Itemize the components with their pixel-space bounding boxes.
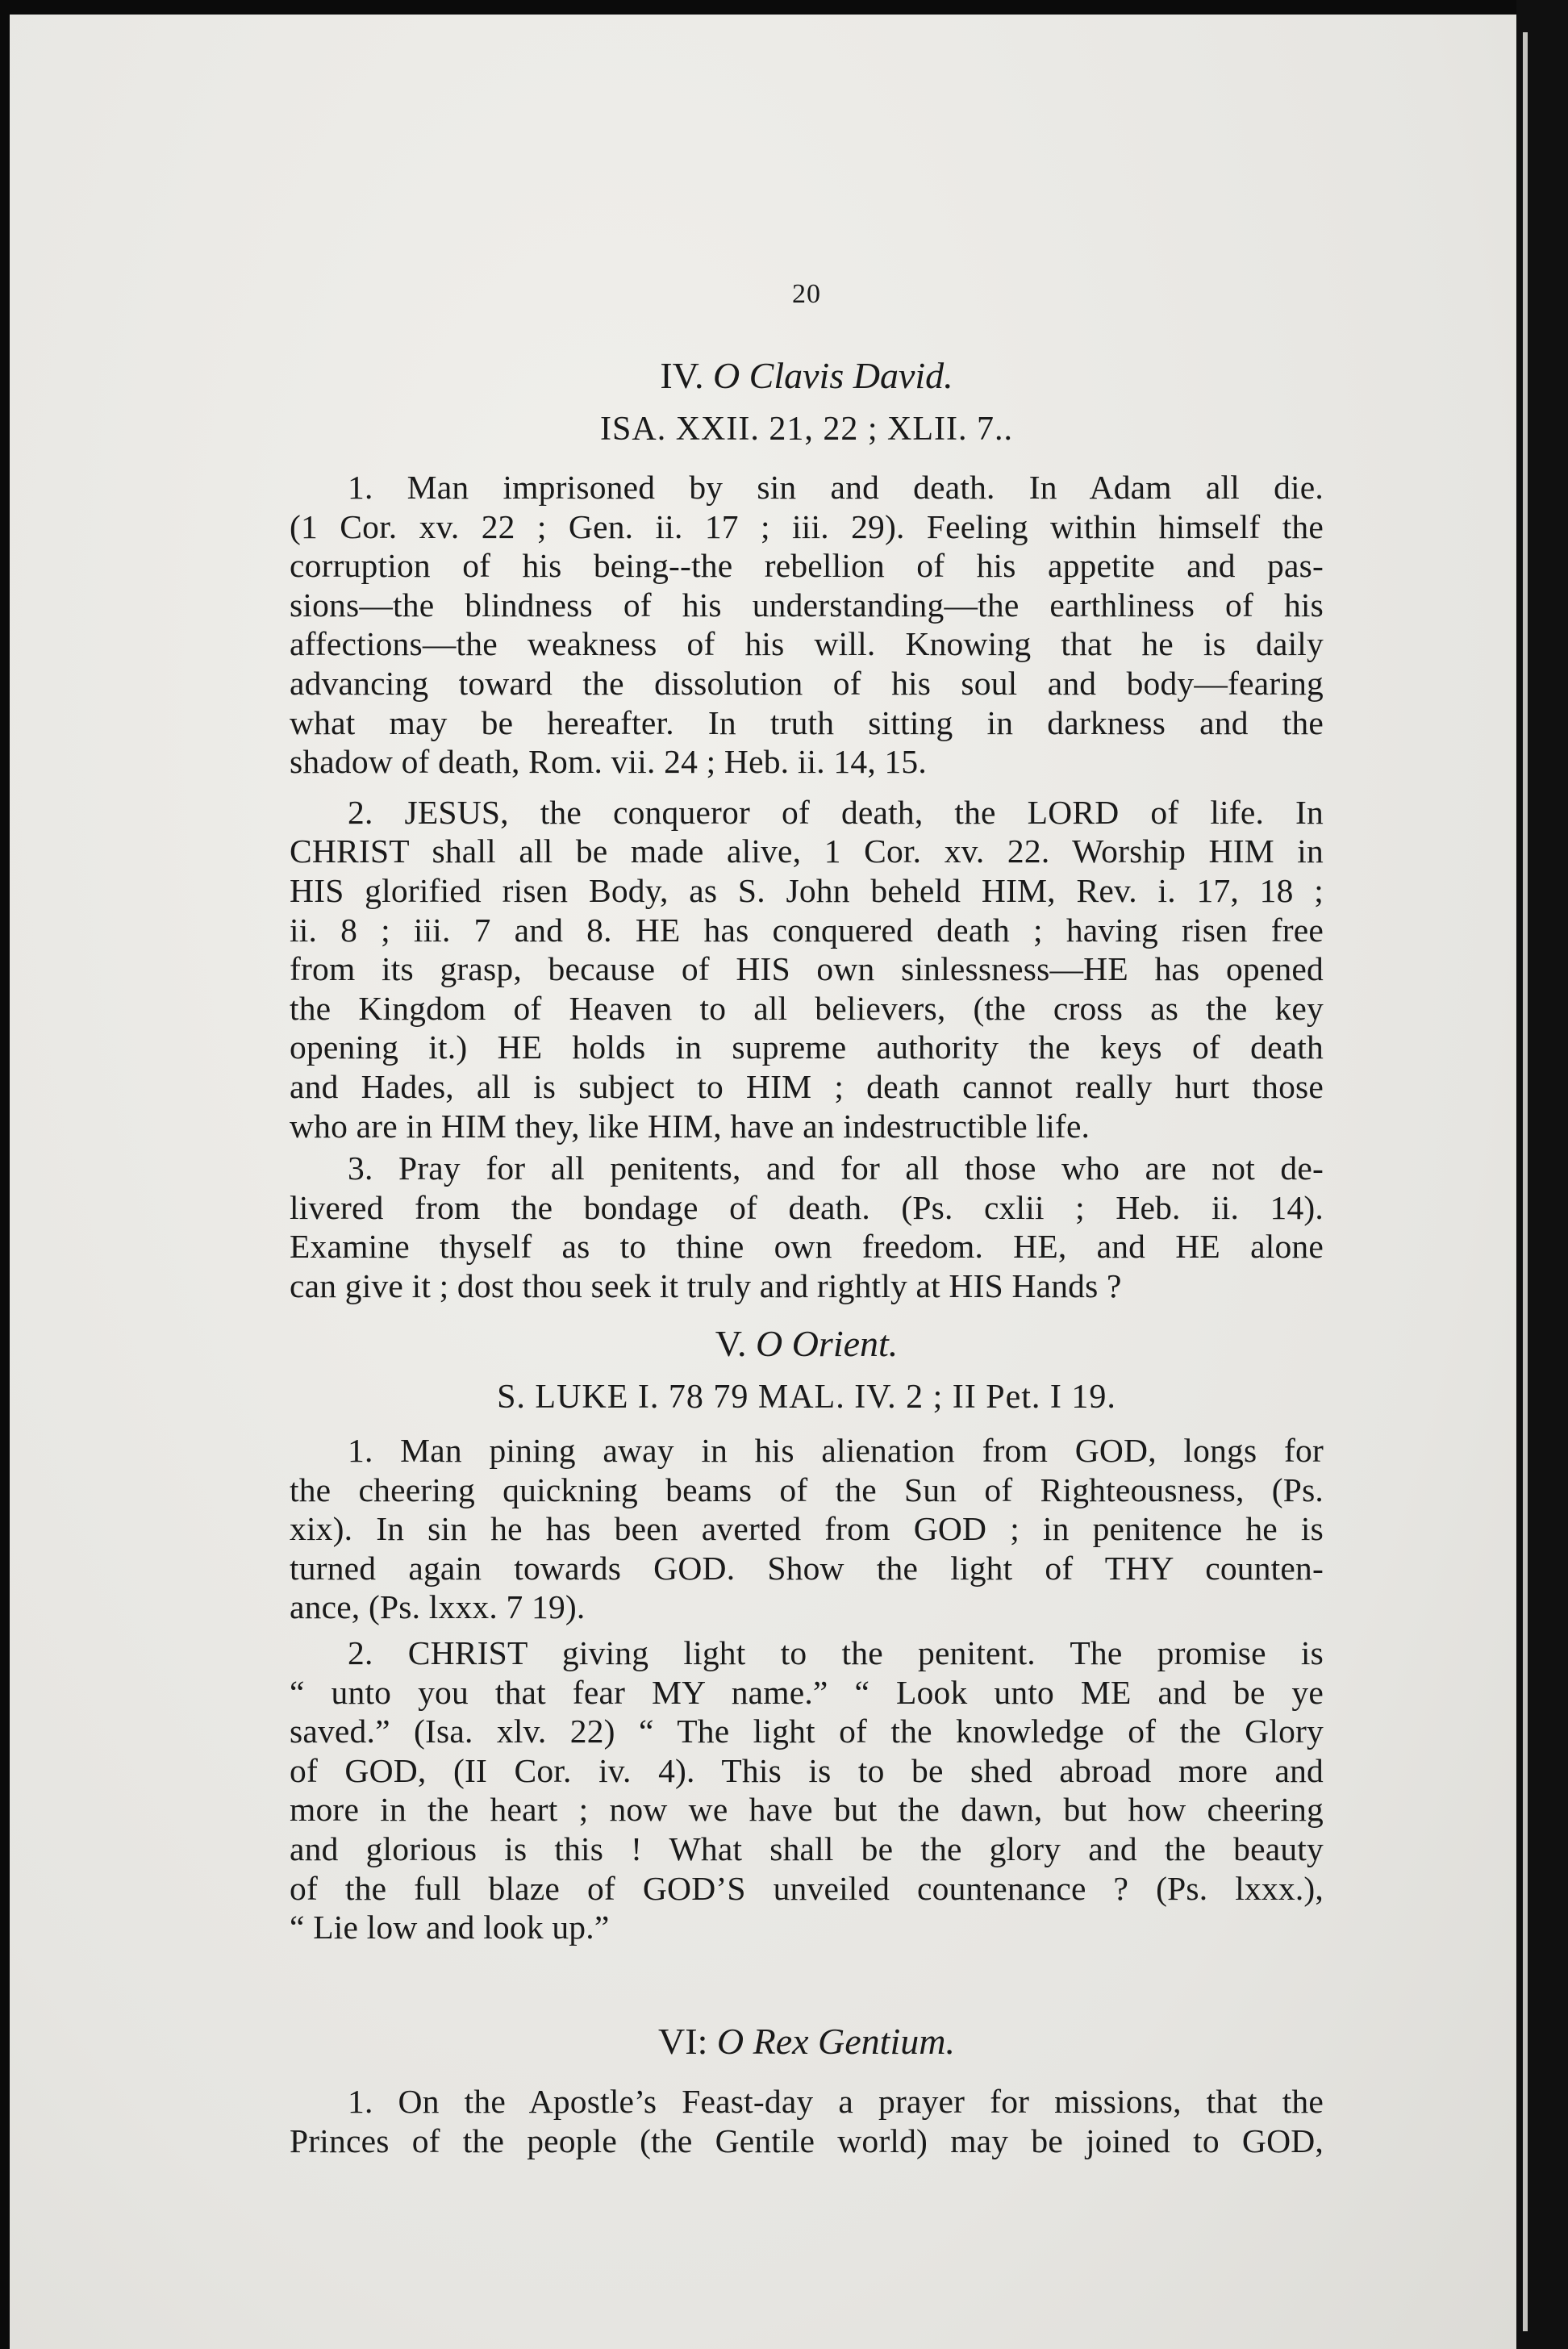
text-line: ance, (Ps. lxxx. 7 19).: [290, 1588, 586, 1626]
text-line: affections—the weakness of his will. Knowing that he is daily: [290, 625, 1324, 663]
text-line: “ Lie low and look up.”: [290, 1909, 610, 1946]
text-line: sions—the blindness of his understanding—the earthliness of his: [290, 586, 1324, 624]
text-line: and Hades, all is subject to HIM ; death cannot really hurt those: [290, 1067, 1324, 1105]
text-line: can give it ; dost thou seek it truly and rightly at HIS Hands ?: [290, 1266, 1122, 1304]
text-line: Princes of the people (the Gentile world) may be joined to GOD,: [290, 2122, 1324, 2159]
text-line: from its grasp, because of HIS own sinlessness—HE has opened: [290, 950, 1324, 988]
text-line: and glorious is this ! What shall be the glory and the beauty: [290, 1830, 1324, 1867]
section-v: [290, 1321, 1324, 1947]
paragraph: [290, 1633, 1324, 1947]
section-iv: [290, 353, 1324, 1305]
text-line: shadow of death, Rom. vii. 24 ; Heb. ii. 14, 15.: [290, 743, 927, 781]
text-line: advancing toward the dissolution of his soul and body—fearing: [290, 664, 1324, 702]
section-vi: [290, 2019, 1324, 2160]
text-line: 1. On the Apostle’s Feast-day a prayer for missions, that the: [348, 2083, 1324, 2120]
text-line: of GOD, (II Cor. iv. 4). This is to be shed abroad more and: [290, 1751, 1324, 1789]
text-line: HIS glorified risen Body, as S. John beheld HIM, Rev. i. 17, 18 ;: [290, 871, 1324, 909]
text-line: what may be hereafter. In truth sitting in darkness and the: [290, 703, 1324, 741]
text-line: 2. CHRIST giving light to the penitent. The promise is: [348, 1633, 1324, 1671]
text-line: 3. Pray for all penitents, and for all those who are not de-: [348, 1149, 1324, 1187]
text-line: the Kingdom of Heaven to all believers, (the cross as the key: [290, 989, 1324, 1027]
heading-numeral: VI:: [658, 2021, 708, 2062]
text-line: livered from the bondage of death. (Ps. cxlii ; Heb. ii. 14).: [290, 1188, 1324, 1226]
text-line: 1. Man pining away in his alienation from GOD, longs for: [348, 1432, 1324, 1469]
heading-numeral: IV.: [660, 355, 704, 396]
text-line: who are in HIM they, like HIM, have an indestructible life.: [290, 1107, 1091, 1145]
section-heading: [290, 1321, 1324, 1366]
heading-numeral: V.: [715, 1323, 747, 1364]
text-line: turned again towards GOD. Show the light of THY counten-: [290, 1549, 1324, 1587]
heading-title: O Rex Gentium.: [716, 2021, 955, 2062]
text-line: CHRIST shall all be made alive, 1 Cor. xv. 22. Worship HIM in: [290, 832, 1324, 870]
text-line: opening it.) HE holds in supreme authority the keys of death: [290, 1028, 1324, 1066]
text-line: more in the heart ; now we have but the dawn, but how cheering: [290, 1791, 1324, 1829]
scripture-reference: S. LUKE I. 78 79 MAL. IV. 2 ; II Pet. I 19.: [497, 1379, 1116, 1416]
paragraph: [290, 468, 1324, 782]
heading-title: O Orient.: [755, 1323, 899, 1364]
text-line: 1. Man imprisoned by sin and death. In Adam all die.: [348, 469, 1324, 506]
book-page: [10, 15, 1516, 2349]
paragraph: [290, 1149, 1324, 1305]
paragraph: [290, 793, 1324, 1145]
paragraph: [290, 2082, 1324, 2160]
text-line: saved.” (Isa. xlv. 22) “ The light of the knowledge of the Glory: [290, 1713, 1324, 1750]
text-line: of the full blaze of GOD’S unveiled countenance ? (Ps. lxxx.),: [290, 1869, 1324, 1907]
page-number: 20: [792, 279, 821, 309]
section-heading: [290, 353, 1324, 398]
text-line: corruption of his being--the rebellion of his appetite and pas-: [290, 547, 1324, 585]
text-line: “ unto you that fear MY name.” “ Look unto ME and be ye: [290, 1673, 1324, 1711]
heading-title: O Clavis David.: [712, 355, 953, 396]
text-line: ii. 8 ; iii. 7 and 8. HE has conquered death ; having risen free: [290, 911, 1324, 949]
text-line: the cheering quickning beams of the Sun of Righteousness, (Ps.: [290, 1471, 1324, 1508]
section-heading: [290, 2019, 1324, 2064]
text-line: Examine thyself as to thine own freedom. HE, and HE alone: [290, 1228, 1324, 1266]
text-line: 2. JESUS, the conqueror of death, the LORD of life. In: [348, 793, 1324, 831]
page-edge: [1523, 32, 1528, 2331]
text-line: (1 Cor. xv. 22 ; Gen. ii. 17 ; iii. 29). Feeling within himself the: [290, 507, 1324, 545]
paragraph: [290, 1431, 1324, 1627]
text-line: xix). In sin he has been averted from GOD ; in penitence he is: [290, 1510, 1324, 1548]
scripture-reference: ISA. XXII. 21, 22 ; XLII. 7..: [600, 411, 1013, 448]
